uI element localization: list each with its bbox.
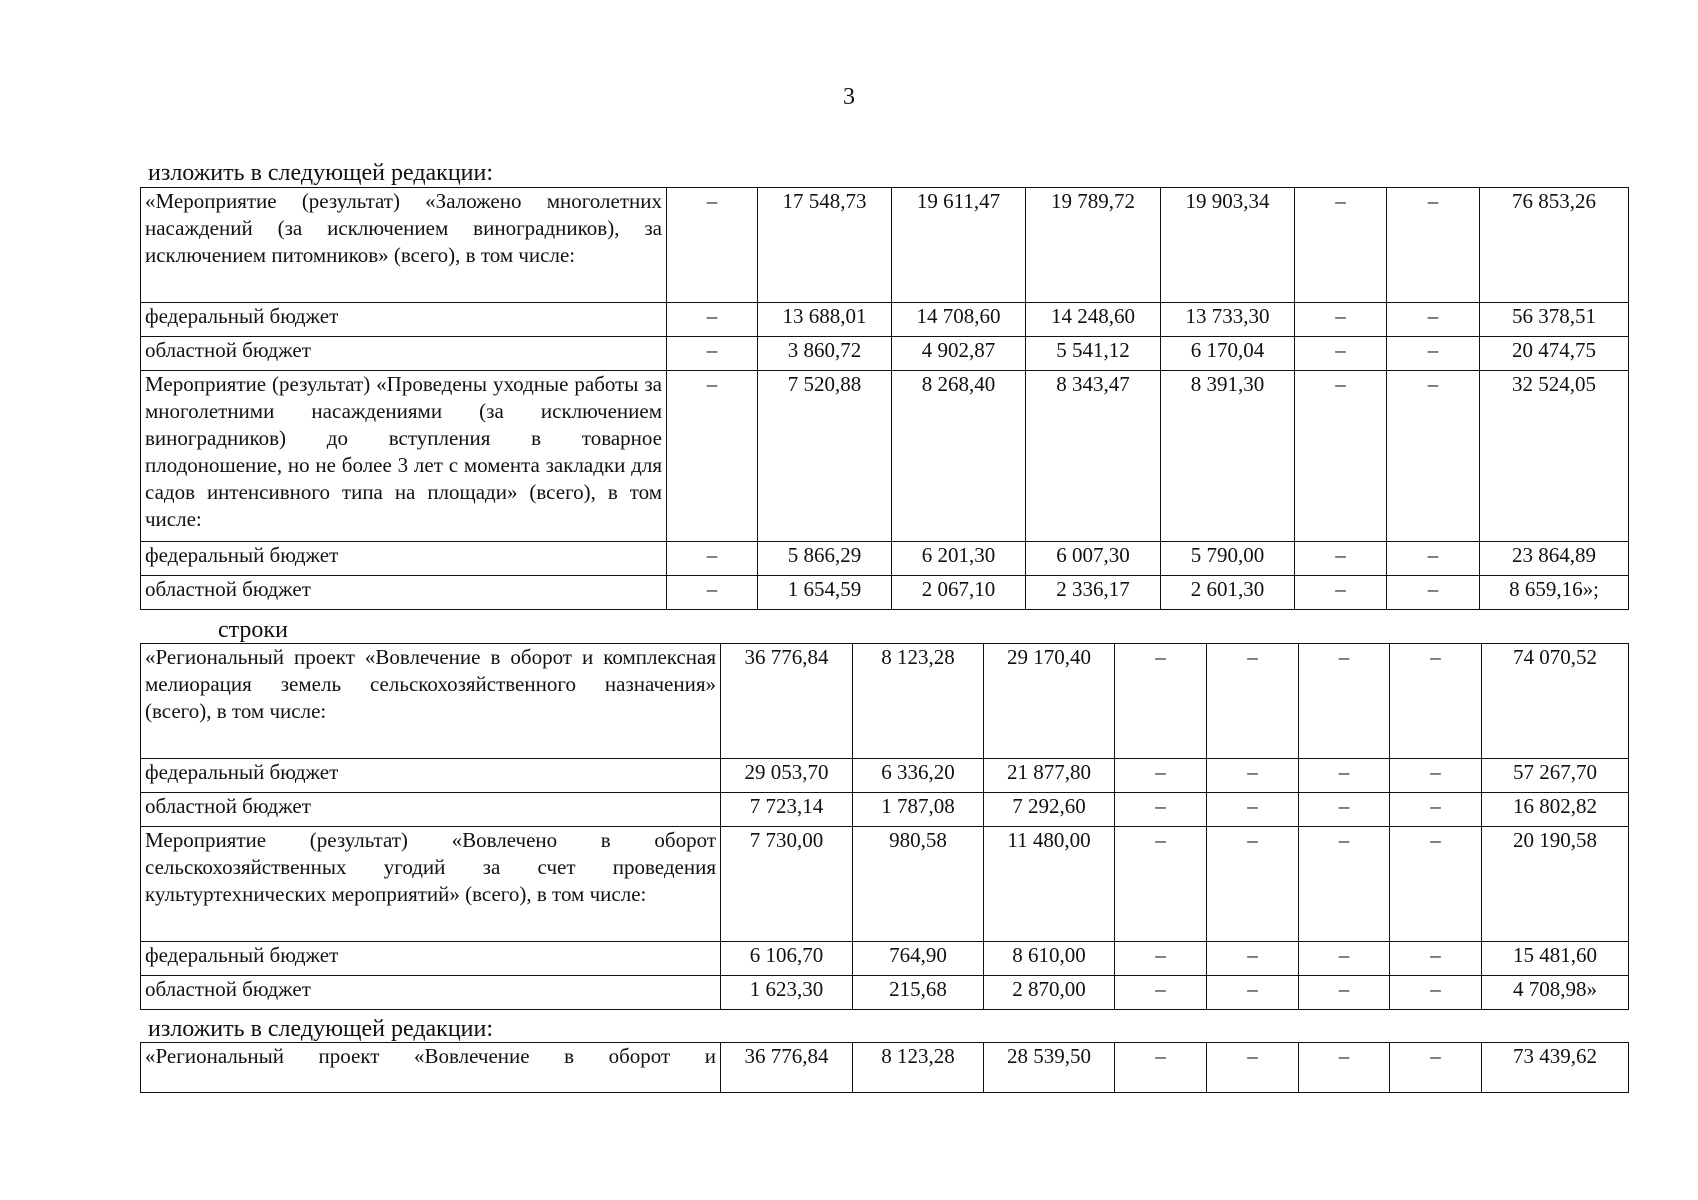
value-cell: – (667, 303, 758, 337)
value-cell: – (1295, 337, 1387, 371)
table-row (141, 337, 1629, 371)
total-cell: 4 708,98» (1482, 976, 1629, 1010)
total-cell: 76 853,26 (1480, 188, 1629, 303)
section-heading: изложить в следующей редакции: (148, 160, 494, 186)
value-cell: – (667, 337, 758, 371)
value-cell: 6 170,04 (1161, 337, 1295, 371)
value-cell: – (1390, 644, 1482, 759)
value-cell: 11 480,00 (984, 827, 1115, 942)
row-label: «Мероприятие (результат) «Заложено многолетних насаждений (за исключением виноградников), за исключением питомников» (всего), в том числе: (141, 188, 667, 303)
table-row (141, 759, 1629, 793)
value-cell: 3 860,72 (758, 337, 892, 371)
total-cell: 20 474,75 (1480, 337, 1629, 371)
value-cell: 14 708,60 (892, 303, 1026, 337)
value-cell: – (1115, 644, 1207, 759)
total-cell: 20 190,58 (1482, 827, 1629, 942)
value-cell: 6 106,70 (721, 942, 853, 976)
value-cell: – (1115, 976, 1207, 1010)
value-cell: 36 776,84 (721, 644, 853, 759)
table-row (141, 976, 1629, 1010)
value-cell: 36 776,84 (721, 1043, 853, 1093)
section-heading: строки (218, 617, 288, 643)
section-heading: изложить в следующей редакции: (148, 1016, 494, 1042)
value-cell: 14 248,60 (1026, 303, 1161, 337)
value-cell: 6 201,30 (892, 542, 1026, 576)
table-row (141, 576, 1629, 610)
value-cell: – (1207, 759, 1299, 793)
table-row (141, 827, 1629, 942)
value-cell: 21 877,80 (984, 759, 1115, 793)
table-row (141, 1043, 1629, 1093)
value-cell: 1 654,59 (758, 576, 892, 610)
value-cell: – (1390, 759, 1482, 793)
value-cell: – (1115, 942, 1207, 976)
value-cell: – (1390, 976, 1482, 1010)
value-cell: – (1295, 576, 1387, 610)
total-cell: 23 864,89 (1480, 542, 1629, 576)
value-cell: 8 123,28 (853, 1043, 984, 1093)
row-label: Мероприятие (результат) «Проведены уходные работы за многолетними насаждениями (за исключением виноградников) до вступления в товарное плодоношение, но не более 3 лет с момента закладки для садов интенсивного типа на площади» (всего), в том числе: (141, 371, 667, 542)
value-cell: – (1390, 827, 1482, 942)
row-label: «Региональный проект «Вовлечение в оборот и (141, 1043, 721, 1093)
value-cell: 8 391,30 (1161, 371, 1295, 542)
total-cell: 8 659,16»; (1480, 576, 1629, 610)
value-cell: 5 866,29 (758, 542, 892, 576)
value-cell: – (1115, 793, 1207, 827)
value-cell: – (1299, 827, 1390, 942)
row-label: федеральный бюджет (141, 303, 667, 337)
value-cell: – (1390, 1043, 1482, 1093)
value-cell: – (1207, 644, 1299, 759)
value-cell: 13 688,01 (758, 303, 892, 337)
table-section-3 (140, 1042, 1629, 1093)
value-cell: – (1295, 303, 1387, 337)
value-cell: – (667, 371, 758, 542)
row-label: областной бюджет (141, 976, 721, 1010)
value-cell: 215,68 (853, 976, 984, 1010)
value-cell: – (1115, 827, 1207, 942)
table-row (141, 644, 1629, 759)
value-cell: 7 723,14 (721, 793, 853, 827)
value-cell: – (667, 188, 758, 303)
value-cell: – (1299, 759, 1390, 793)
table-row (141, 942, 1629, 976)
value-cell: – (1387, 188, 1480, 303)
value-cell: 7 292,60 (984, 793, 1115, 827)
value-cell: 7 520,88 (758, 371, 892, 542)
value-cell: – (1387, 337, 1480, 371)
value-cell: – (1387, 371, 1480, 542)
value-cell: 8 343,47 (1026, 371, 1161, 542)
value-cell: – (1390, 942, 1482, 976)
value-cell: 2 870,00 (984, 976, 1115, 1010)
total-cell: 32 524,05 (1480, 371, 1629, 542)
total-cell: 73 439,62 (1482, 1043, 1629, 1093)
row-label: областной бюджет (141, 576, 667, 610)
table-row (141, 188, 1629, 303)
value-cell: – (1295, 188, 1387, 303)
total-cell: 74 070,52 (1482, 644, 1629, 759)
value-cell: – (1299, 793, 1390, 827)
value-cell: – (1295, 542, 1387, 576)
row-label: федеральный бюджет (141, 942, 721, 976)
value-cell: 17 548,73 (758, 188, 892, 303)
table-row (141, 371, 1629, 542)
row-label: федеральный бюджет (141, 542, 667, 576)
value-cell: – (1207, 1043, 1299, 1093)
value-cell: 29 170,40 (984, 644, 1115, 759)
value-cell: – (1207, 976, 1299, 1010)
value-cell: 8 610,00 (984, 942, 1115, 976)
value-cell: – (1207, 827, 1299, 942)
value-cell: 2 601,30 (1161, 576, 1295, 610)
value-cell: 8 123,28 (853, 644, 984, 759)
value-cell: 29 053,70 (721, 759, 853, 793)
row-label: «Региональный проект «Вовлечение в оборот и комплексная мелиорация земель сельскохозяйственного назначения» (всего), в том числе: (141, 644, 721, 759)
total-cell: 57 267,70 (1482, 759, 1629, 793)
value-cell: – (1115, 759, 1207, 793)
table-row (141, 303, 1629, 337)
value-cell: 13 733,30 (1161, 303, 1295, 337)
value-cell: – (667, 542, 758, 576)
value-cell: – (1115, 1043, 1207, 1093)
row-label: областной бюджет (141, 337, 667, 371)
value-cell: 7 730,00 (721, 827, 853, 942)
value-cell: 1 787,08 (853, 793, 984, 827)
value-cell: 8 268,40 (892, 371, 1026, 542)
value-cell: 980,58 (853, 827, 984, 942)
value-cell: 19 903,34 (1161, 188, 1295, 303)
value-cell: 1 623,30 (721, 976, 853, 1010)
value-cell: 6 336,20 (853, 759, 984, 793)
row-label: федеральный бюджет (141, 759, 721, 793)
value-cell: – (1207, 793, 1299, 827)
table-row (141, 542, 1629, 576)
value-cell: 6 007,30 (1026, 542, 1161, 576)
row-label: Мероприятие (результат) «Вовлечено в оборот сельскохозяйственных угодий за счет проведения культуртехнических мероприятий» (всего), в том числе: (141, 827, 721, 942)
value-cell: – (1387, 303, 1480, 337)
value-cell: 19 611,47 (892, 188, 1026, 303)
value-cell: 5 790,00 (1161, 542, 1295, 576)
value-cell: 2 067,10 (892, 576, 1026, 610)
value-cell: 5 541,12 (1026, 337, 1161, 371)
value-cell: – (1299, 644, 1390, 759)
value-cell: – (1299, 976, 1390, 1010)
value-cell: – (1387, 542, 1480, 576)
table-row (141, 793, 1629, 827)
value-cell: – (1299, 942, 1390, 976)
value-cell: 2 336,17 (1026, 576, 1161, 610)
value-cell: 4 902,87 (892, 337, 1026, 371)
row-label: областной бюджет (141, 793, 721, 827)
value-cell: 764,90 (853, 942, 984, 976)
table-section-2 (140, 643, 1629, 1010)
value-cell: – (1295, 371, 1387, 542)
value-cell: – (1207, 942, 1299, 976)
value-cell: – (667, 576, 758, 610)
value-cell: – (1390, 793, 1482, 827)
value-cell: 28 539,50 (984, 1043, 1115, 1093)
page-number: 3 (843, 84, 855, 110)
value-cell: 19 789,72 (1026, 188, 1161, 303)
total-cell: 15 481,60 (1482, 942, 1629, 976)
total-cell: 16 802,82 (1482, 793, 1629, 827)
table-section-1 (140, 187, 1629, 610)
total-cell: 56 378,51 (1480, 303, 1629, 337)
value-cell: – (1387, 576, 1480, 610)
value-cell: – (1299, 1043, 1390, 1093)
